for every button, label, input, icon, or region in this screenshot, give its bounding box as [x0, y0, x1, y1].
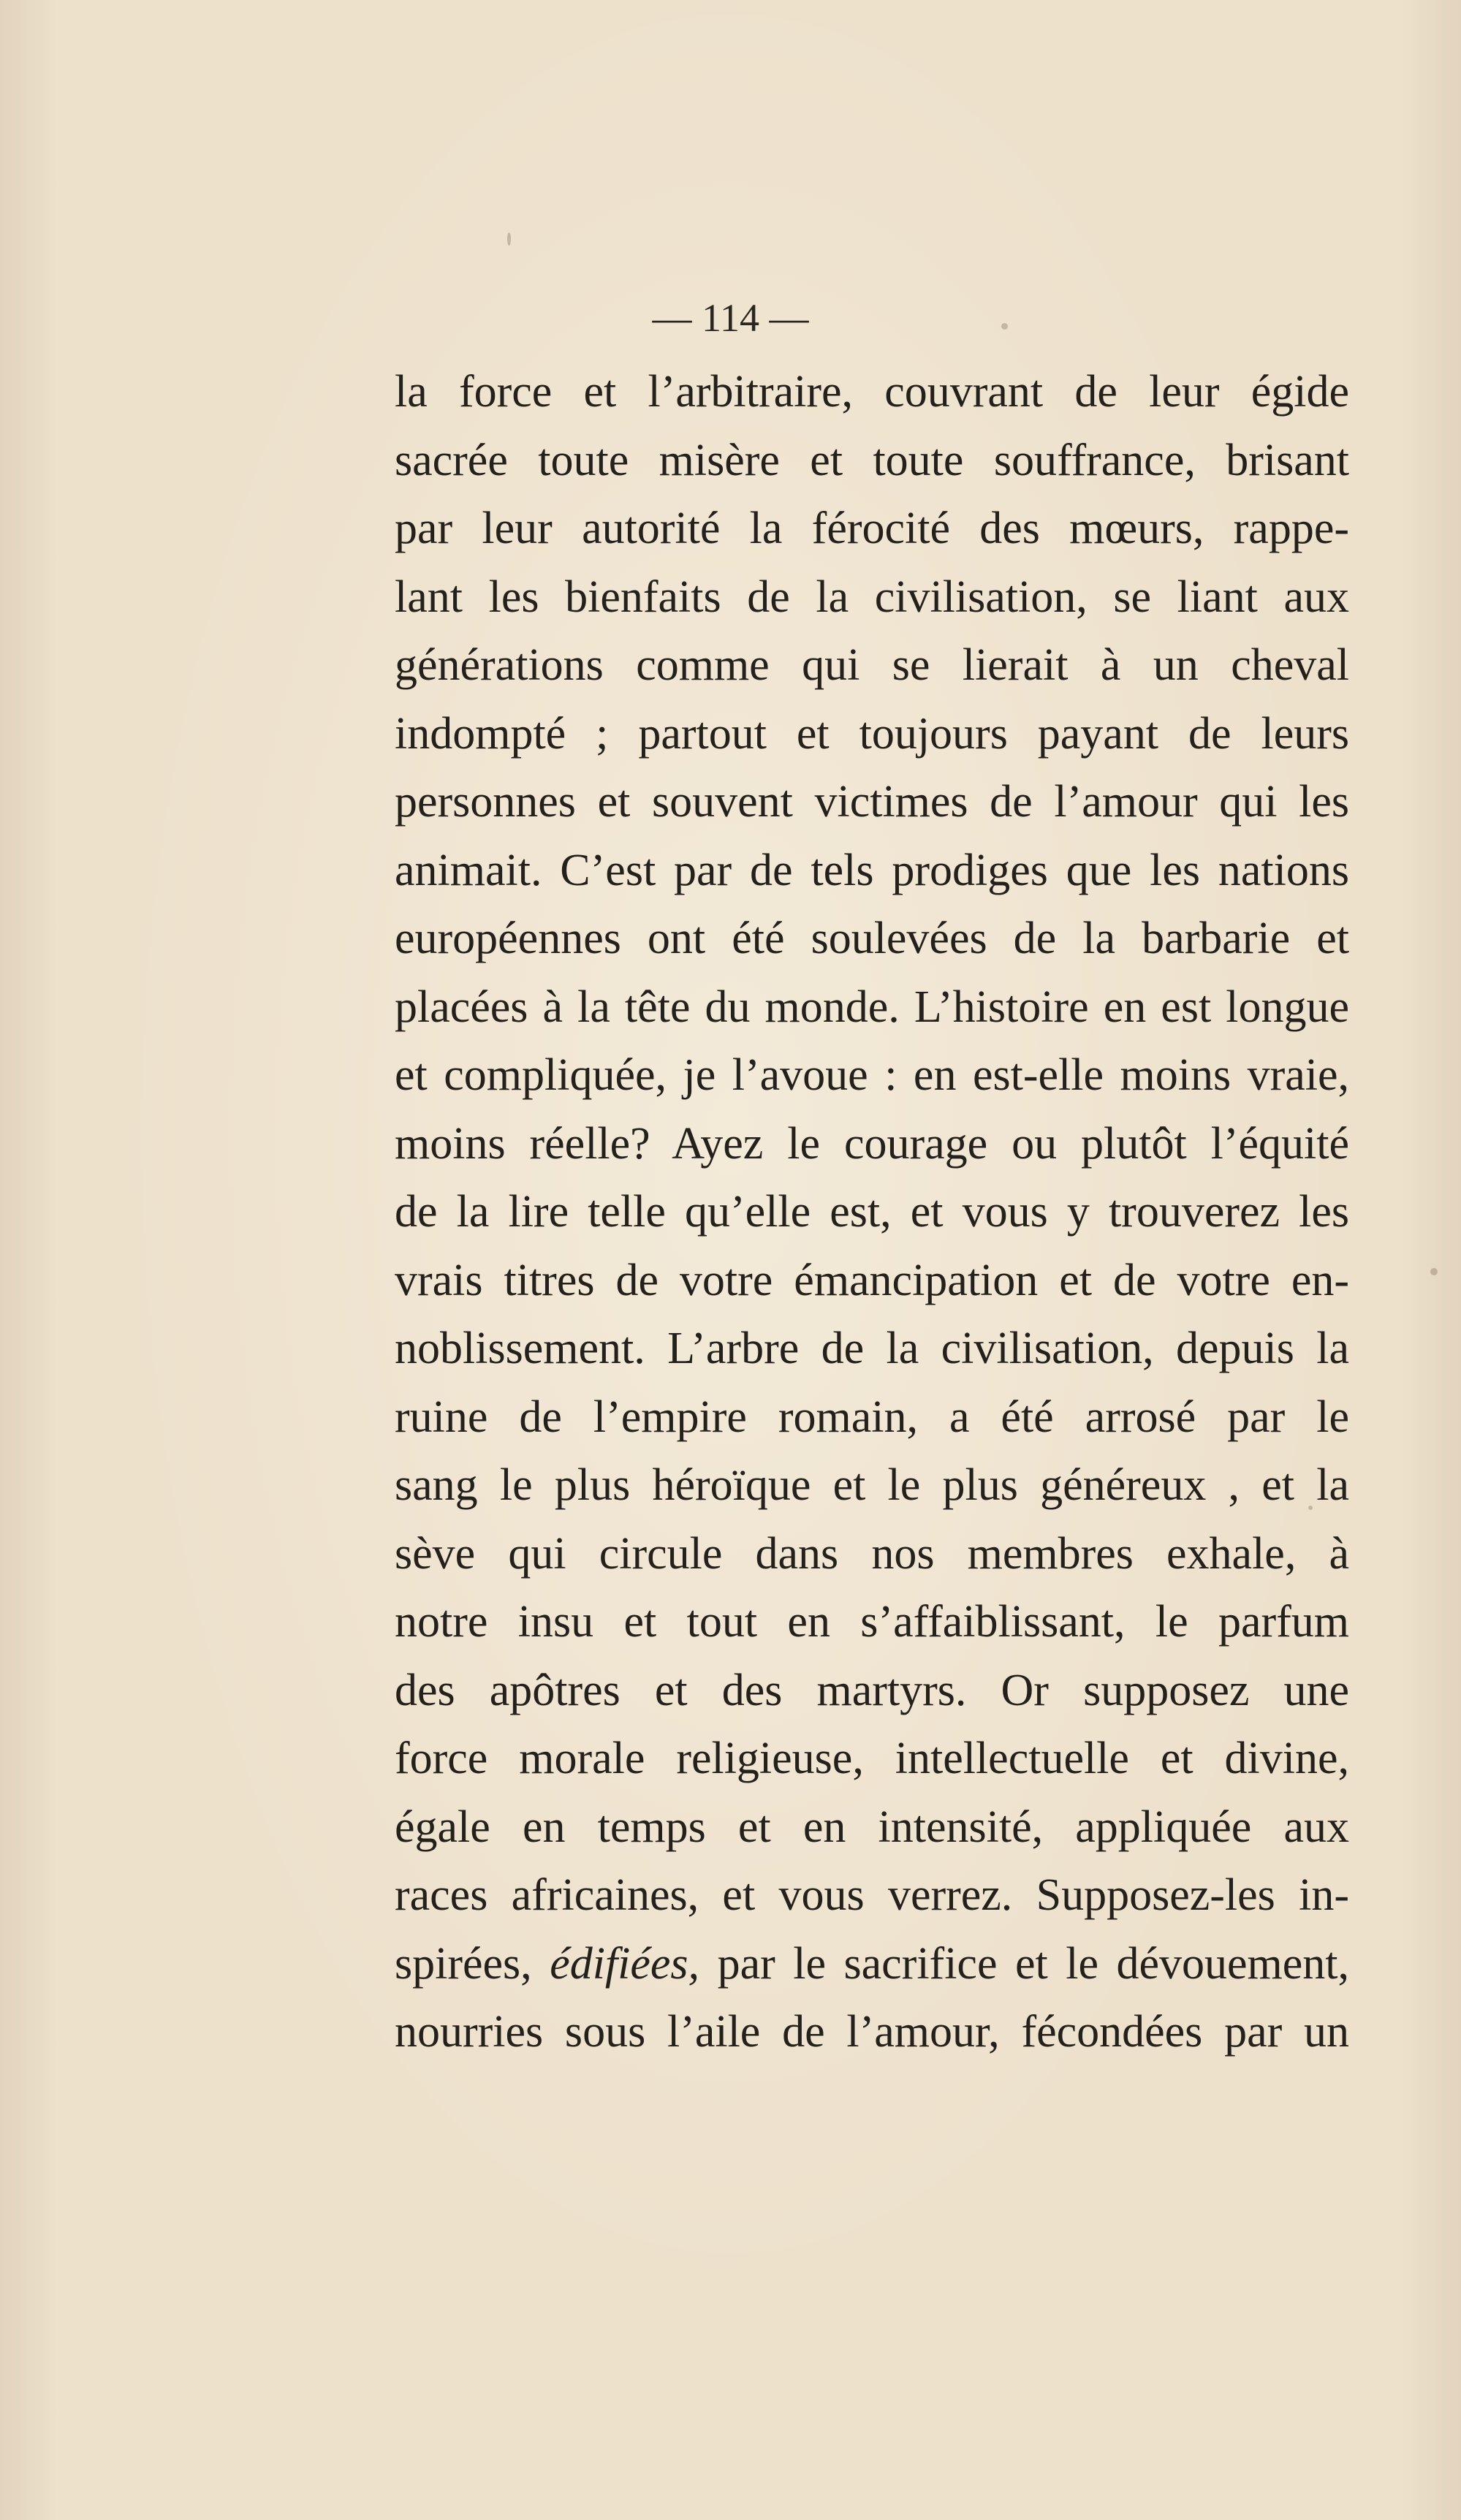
text-line: égale en temps et en intensité, appliquée aux	[395, 1802, 1349, 1852]
text-line: indompté ; partout et toujours payant de leurs	[395, 708, 1349, 759]
text-line: races africaines, et vous verrez. Supposez-les in-	[395, 1870, 1349, 1920]
text-line: personnes et souvent victimes de l’amour qui les	[395, 777, 1349, 827]
text-line: par leur autorité la férocité des mœurs, rappe-	[395, 504, 1349, 553]
text-line: force morale religieuse, intellectuelle et divine,	[395, 1734, 1349, 1783]
text-line: animait. C’est par de tels prodiges que les nations	[395, 845, 1349, 895]
text-line: noblissement. L’arbre de la civilisation, depuis la	[395, 1324, 1349, 1373]
text-line: et compliquée, je l’avoue : en est-elle moins vraie,	[395, 1050, 1349, 1100]
text-line: notre insu et tout en s’affaiblissant, le parfum	[395, 1597, 1349, 1647]
paper-speck	[507, 232, 511, 246]
body-text	[395, 358, 1349, 2067]
text-line: vrais titres de votre émancipation et de votre en-	[395, 1255, 1349, 1305]
text-line: nourries sous l’aile de l’amour, fécondées par un	[395, 2007, 1349, 2057]
text-run: par le sacrifice et le dévouement,	[699, 1938, 1349, 1989]
text-line-with-italic	[395, 1930, 1349, 1999]
text-run: spirées,	[395, 1938, 550, 1989]
text-line: ruine de l’empire romain, a été arrosé par le	[395, 1392, 1349, 1442]
italic-word: édifiées,	[550, 1938, 700, 1989]
text-line: européennes ont été soulevées de la barbarie et	[395, 914, 1349, 963]
text-line: placées à la tête du monde. L’histoire en est longue	[395, 982, 1349, 1032]
paper-speck	[1430, 1268, 1438, 1275]
text-line: la force et l’arbitraire, couvrant de leur égide	[395, 367, 1349, 417]
text-line: lant les bienfaits de la civilisation, se liant aux	[395, 572, 1349, 622]
page-number-header: — 114 —	[652, 296, 809, 340]
text-line: générations comme qui se lierait à un cheval	[395, 640, 1349, 690]
text-line: sacrée toute misère et toute souffrance, brisant	[395, 435, 1349, 485]
text-line: sève qui circule dans nos membres exhale, à	[395, 1528, 1349, 1579]
text-line: des apôtres et des martyrs. Or supposez une	[395, 1665, 1349, 1715]
text-line: moins réelle? Ayez le courage ou plutôt l’équité	[395, 1118, 1349, 1169]
text-line: sang le plus héroïque et le plus généreux , et la	[395, 1460, 1349, 1510]
text-line: de la lire telle qu’elle est, et vous y trouverez les	[395, 1187, 1349, 1237]
